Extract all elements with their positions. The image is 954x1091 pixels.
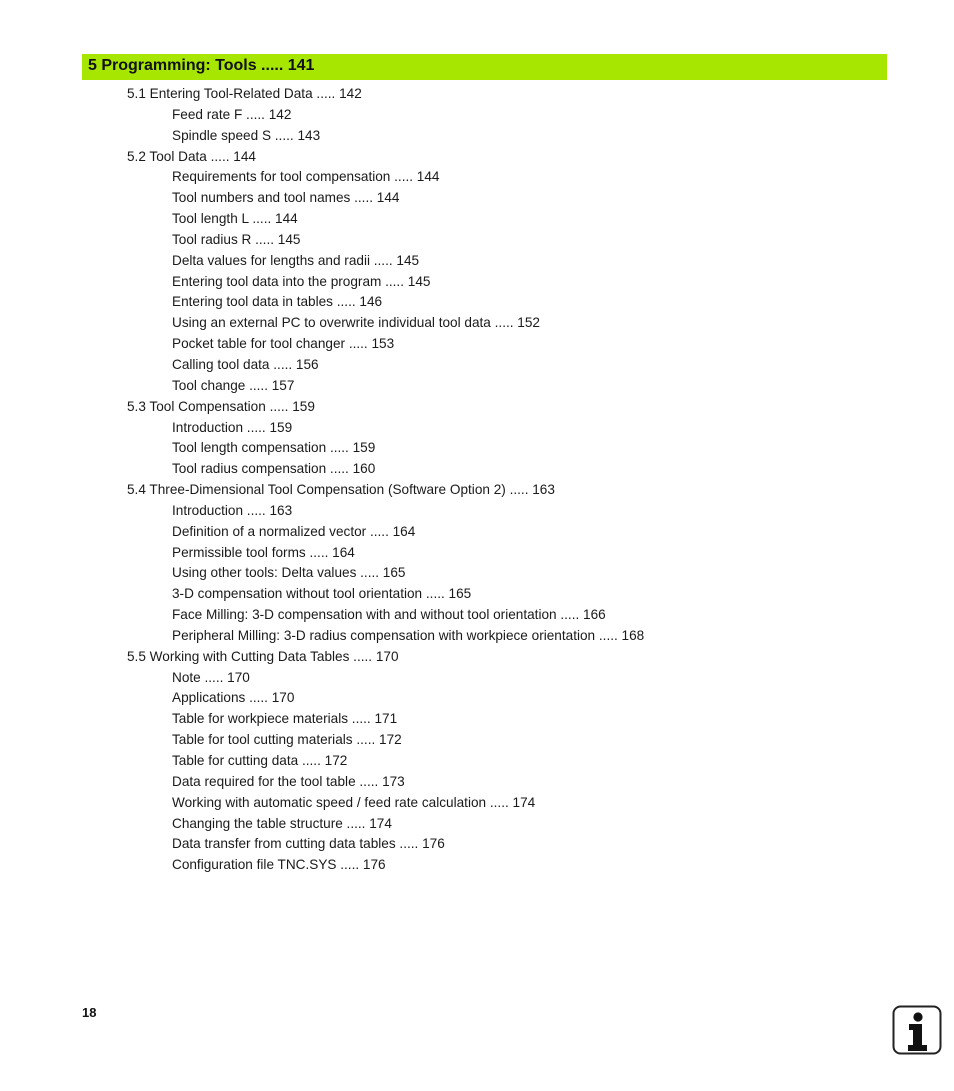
- toc-subsection-entry[interactable]: Applications ..... 170: [172, 690, 295, 706]
- toc-subsection-entry[interactable]: 3-D compensation without tool orientation ..... 165: [172, 586, 472, 602]
- toc-subsection-entry[interactable]: Using other tools: Delta values ..... 165: [172, 565, 406, 581]
- toc-subsection-entry[interactable]: Configuration file TNC.SYS ..... 176: [172, 857, 386, 873]
- toc-subsection-entry[interactable]: Tool radius R ..... 145: [172, 231, 301, 247]
- toc-subsection-entry[interactable]: Data transfer from cutting data tables ..... 176: [172, 836, 445, 852]
- toc-subsection-entry[interactable]: Entering tool data in tables ..... 146: [172, 294, 383, 310]
- toc-subsection-entry[interactable]: Tool radius compensation ..... 160: [172, 461, 376, 477]
- info-icon: [892, 1005, 942, 1055]
- toc-subsection-entry[interactable]: Tool numbers and tool names ..... 144: [172, 190, 400, 206]
- toc-subsection-entry[interactable]: Pocket table for tool changer ..... 153: [172, 336, 395, 352]
- toc-subsection-entry[interactable]: Feed rate F ..... 142: [172, 106, 292, 122]
- toc-subsection-entry[interactable]: Changing the table structure ..... 174: [172, 815, 392, 831]
- toc-subsection-entry[interactable]: Entering tool data into the program ..... 145: [172, 273, 431, 289]
- toc-subsection-entry[interactable]: Permissible tool forms ..... 164: [172, 544, 355, 560]
- toc-subsection-entry[interactable]: Spindle speed S ..... 143: [172, 127, 321, 143]
- toc-subsection-entry[interactable]: Tool length compensation ..... 159: [172, 440, 376, 456]
- toc-subsection-entry[interactable]: Requirements for tool compensation ..... 144: [172, 169, 440, 185]
- toc-section-entry[interactable]: 5.2 Tool Data ..... 144: [127, 148, 256, 164]
- chapter-title[interactable]: 5 Programming: Tools ..... 141: [88, 57, 315, 74]
- toc-subsection-entry[interactable]: Tool length L ..... 144: [172, 211, 298, 227]
- chapter-heading-bar: [82, 54, 887, 80]
- toc-subsection-entry[interactable]: Table for cutting data ..... 172: [172, 753, 348, 768]
- toc-subsection-entry[interactable]: Face Milling: 3-D compensation with and without tool orientation ..... 166: [172, 607, 606, 623]
- page-number: 18: [82, 1005, 97, 1020]
- toc-subsection-entry[interactable]: Peripheral Milling: 3-D radius compensation with workpiece orientation ..... 168: [172, 627, 645, 643]
- toc-section-entry[interactable]: 5.3 Tool Compensation ..... 159: [127, 398, 315, 414]
- toc-subsection-entry[interactable]: Note ..... 170: [172, 669, 250, 685]
- toc-subsection-entry[interactable]: Introduction ..... 163: [172, 502, 293, 518]
- toc-subsection-entry[interactable]: Using an external PC to overwrite individual tool data ..... 152: [172, 315, 540, 331]
- table-of-contents: [0, 84, 954, 876]
- toc-subsection-entry[interactable]: Table for tool cutting materials ..... 172: [172, 732, 402, 748]
- toc-subsection-entry[interactable]: Delta values for lengths and radii ..... 145: [172, 252, 420, 268]
- toc-subsection-entry[interactable]: Tool change ..... 157: [172, 377, 295, 393]
- toc-section-entry[interactable]: 5.4 Three-Dimensional Tool Compensation (Software Option 2) ..... 163: [127, 482, 555, 498]
- toc-subsection-entry[interactable]: Table for workpiece materials ..... 171: [172, 711, 398, 727]
- toc-section-entry[interactable]: 5.5 Working with Cutting Data Tables ..... 170: [127, 648, 399, 664]
- toc-subsection-entry[interactable]: Introduction ..... 159: [172, 419, 293, 435]
- toc-section-entry[interactable]: 5.1 Entering Tool-Related Data ..... 142: [127, 86, 362, 101]
- toc-subsection-entry[interactable]: Data required for the tool table ..... 173: [172, 773, 405, 789]
- toc-subsection-entry[interactable]: Calling tool data ..... 156: [172, 356, 319, 372]
- toc-subsection-entry[interactable]: Definition of a normalized vector ..... 164: [172, 523, 416, 539]
- toc-subsection-entry[interactable]: Working with automatic speed / feed rate calculation ..... 174: [172, 794, 536, 810]
